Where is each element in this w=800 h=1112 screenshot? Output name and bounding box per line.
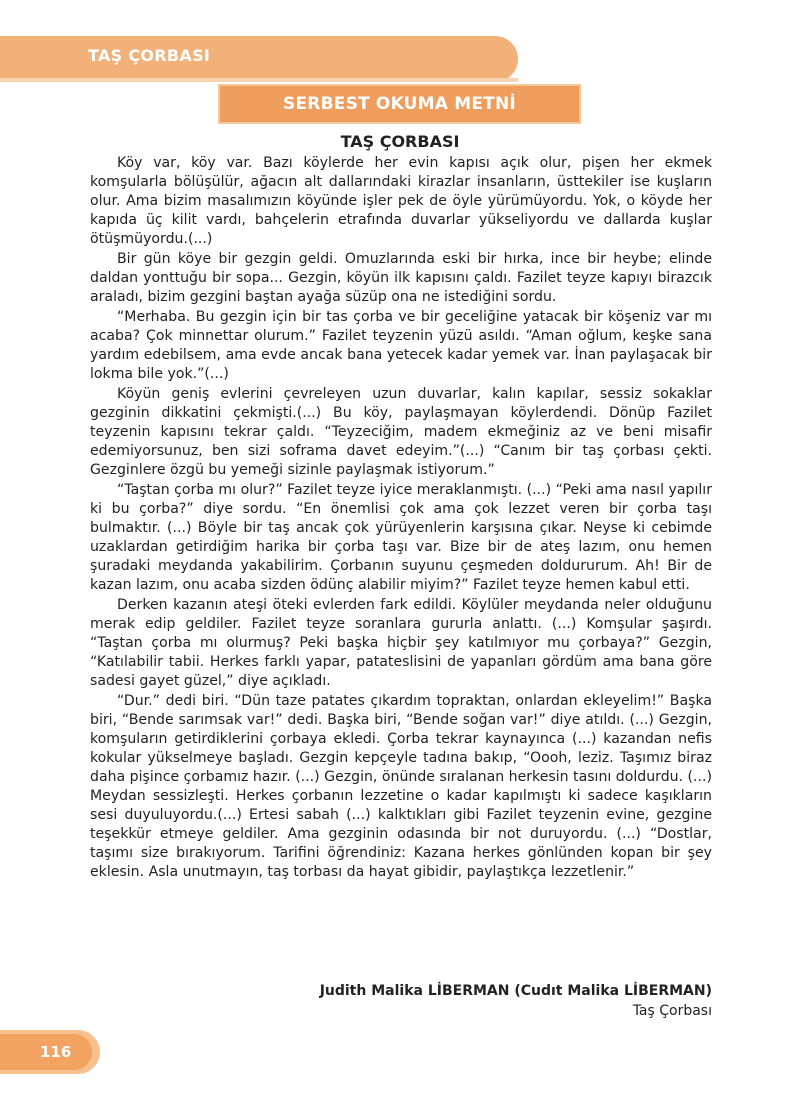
paragraph: “Taştan çorba mı olur?” Fazilet teyze iyice meraklanmıştı. (...) “Peki ama nasıl yapılır ki bu çorba?” diye sordu. “En önemlisi çok ama çok lezzet veren bir çorba taşı bulmaktır. (...) Böyle bir taş ancak çok yürüyenlerin karşısına çıkar. Neyse ki cebimde uzaklardan getirdiğim harika bir çorba taşı var. Bize bir de ateş lazım, onu hemen şuradaki meydanda yakabilirim. Çorbanın suyunu çeşmeden doldururum. Ah! Bir de kazan lazım, onu acaba sizden ödünç alabilir miyim?” Fazilet teyze hemen kabul etti. <box>90 482 712 593</box>
story-body <box>90 154 712 883</box>
page-number: 116 <box>40 1043 72 1061</box>
header-bar <box>0 36 518 82</box>
paragraph: “Dur.” dedi biri. “Dün taze patates çıkardım topraktan, onlardan ekleyelim!” Başka biri, “Bende sarımsak var!” dedi. Başka biri, “Bende soğan var!” diye atıldı. (...) Gezgin, komşuların getirdiklerini çorbaya ekledi. Çorba tekrar kaynayınca (...) kazandan nefis kokular yükselmeye başladı. Gezgin kepçeyle tadına bakıp, “Oooh, leziz. Taşımız biraz daha pişince çorbamız hazır. (...) Gezgin, önünde sıralanan herkesin tasını doldurdu. (...) Meydan sessizleşti. Herkes çorbanın lezzetine o kadar kapılmıştı ki sadece kaşıkların sesi duyuluyordu.(...) Ertesi sabah (...) kalktıkları gibi Fazilet teyzenin evine, gezgine teşekkür etmeye geldiler. Ama gezginin odasında bir not duruyordu. (...) “Dostlar, taşımı size bırakıyorum. Tarifini öğrendiniz: Kazana herkes gönlünden kopan bir şey eklesin. Asla unutmayın, taş torbası da hayat gibidir, paylaştıkça lezzetlenir.” <box>90 693 712 880</box>
header-stripe <box>0 78 518 82</box>
author-credit: Judith Malika LİBERMAN (Cudıt Malika LİBERMAN) <box>319 983 712 999</box>
paragraph: Köy var, köy var. Bazı köylerde her evin kapısı açık olur, pişen her ekmek komşularla bölüşülür, ağacın alt dallarındaki kirazlar insanların, üsttekiler ise kuşların olur. Ama bizim masalımızın köyünde işler pek de öyle yürümüyordu. Yok, o köyde her kapıda üç kilit vardı, bahçelerin etrafında duvarlar yükseliyordu ve dallarda kuşlar ötüşmüyordu.(...) <box>90 155 712 247</box>
paragraph: Derken kazanın ateşi öteki evlerden fark edildi. Köylüler meydanda neler olduğunu merak edip geldiler. Fazilet teyze soranlara gururla anlattı. (...) Komşular şaşırdı. “Taştan çorba mı olurmuş? Peki başka hiçbir şey katılmıyor mu çorbaya?” Gezgin, “Katılabilir tabii. Herkes farklı yapar, patateslisini de yapanları gördüm ama bana göre sadesi gayet güzel,” diye açıkladı. <box>90 597 712 689</box>
story-title: TAŞ ÇORBASI <box>340 132 460 151</box>
paragraph: “Merhaba. Bu gezgin için bir tas çorba ve bir geceliğine yatacak bir köşeniz var mı acaba? Çok minnettar olurum.” Fazilet teyzenin yüzü asıldı. “Aman oğlum, keşke sana yardım edebilsem, ama evde ancak bana yetecek kadar yemek var. İnan paylaşacak bir lokma bile yok.”(...) <box>90 309 712 382</box>
paragraph: Bir gün köye bir gezgin geldi. Omuzlarında eski bir hırka, ince bir heybe; elinde daldan yonttuğu bir sopa... Gezgin, köyün ilk kapısını çaldı. Fazilet teyze kapıyı birazcık araladı, bizim gezgini baştan ayağa süzüp ona ne istediğini sordu. <box>90 251 712 305</box>
chapter-title: TAŞ ÇORBASI <box>88 46 211 65</box>
section-title: SERBEST OKUMA METNİ <box>283 94 516 114</box>
paragraph: Köyün geniş evlerini çevreleyen uzun duvarlar, kalın kapılar, sessiz sokaklar gezginin dikkatini çekmişti.(...) Bu köy, paylaşmayan köylerdendi. Dönüp Fazilet teyzenin kapısını tekrar çaldı. “Teyzeciğim, madem ekmeğiniz az ve beni misafir edemiyorsunuz, ben sizi soframa davet edeyim.”(...) “Canım bir taş çorbası çekti. Gezginlere özgü bu yemeği sizinle paylaşmak istiyorum.” <box>90 386 712 478</box>
source-title: Taş Çorbası <box>632 1003 712 1019</box>
section-banner <box>218 84 581 124</box>
